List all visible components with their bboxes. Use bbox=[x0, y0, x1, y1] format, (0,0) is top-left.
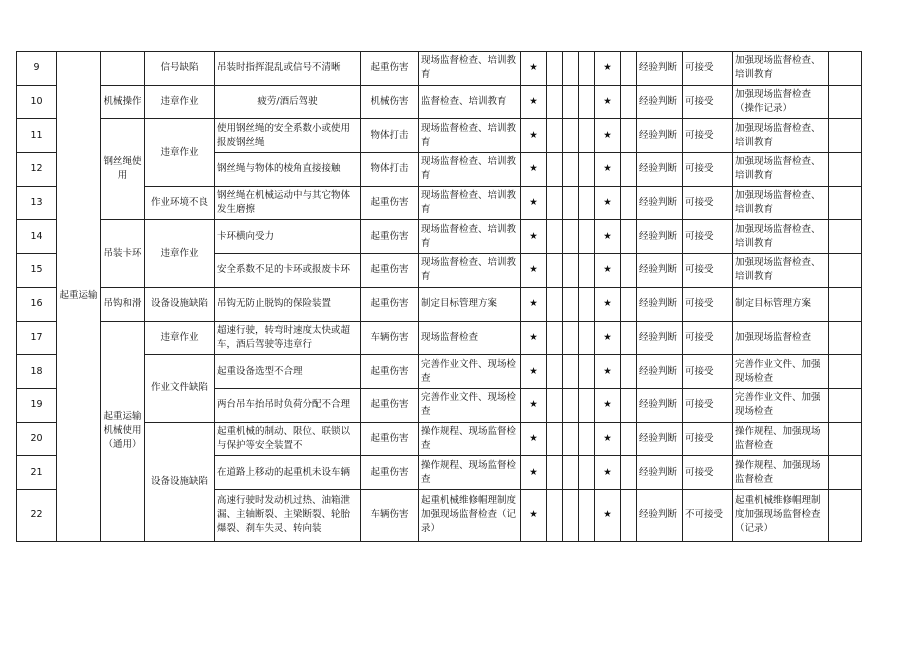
evaluation-method: 经验判断 bbox=[637, 456, 683, 490]
existing-control: 现场监督检查、培训教育 bbox=[419, 153, 521, 187]
evaluation-method: 经验判断 bbox=[637, 254, 683, 288]
star-mark: ★ bbox=[521, 456, 547, 490]
control-measure: 加强现场监督检查、培训教育 bbox=[733, 254, 829, 288]
harm-type: 起重伤害 bbox=[361, 355, 419, 389]
hazard-description: 安全系数不足的卡环或报废卡环 bbox=[215, 254, 361, 288]
control-measure: 操作规程、加强现场监督检查 bbox=[733, 422, 829, 456]
star-mark: ★ bbox=[595, 186, 621, 220]
row-number: 22 bbox=[17, 489, 57, 541]
hazard-description: 使用钢丝绳的安全系数小或使用报废钢丝绳 bbox=[215, 119, 361, 153]
control-measure: 加强现场监督检查、培训教育 bbox=[733, 52, 829, 86]
evaluation-method: 经验判断 bbox=[637, 422, 683, 456]
harm-type: 起重伤害 bbox=[361, 186, 419, 220]
hazard-subcategory: 设备设施缺陷 bbox=[145, 422, 215, 541]
evaluation-method: 经验判断 bbox=[637, 388, 683, 422]
row-number: 20 bbox=[17, 422, 57, 456]
star-mark: ★ bbox=[521, 153, 547, 187]
star-mark: ★ bbox=[595, 287, 621, 321]
hazard-subcategory: 违章作业 bbox=[145, 321, 215, 355]
control-measure: 加强现场监督检查、培训教育 bbox=[733, 220, 829, 254]
evaluation-method: 经验判断 bbox=[637, 355, 683, 389]
row-number: 10 bbox=[17, 85, 57, 119]
risk-level: 可接受 bbox=[683, 287, 733, 321]
harm-type: 车辆伤害 bbox=[361, 321, 419, 355]
control-measure: 完善作业文件、加强现场检查 bbox=[733, 388, 829, 422]
existing-control: 监督检查、培训教育 bbox=[419, 85, 521, 119]
existing-control: 完善作业文件、现场检查 bbox=[419, 388, 521, 422]
hazard-subcategory: 违章作业 bbox=[145, 85, 215, 119]
hazard-subcategory: 违章作业 bbox=[145, 119, 215, 186]
hazard-subcategory: 信号缺陷 bbox=[145, 52, 215, 86]
control-measure: 加强现场监督检查、培训教育 bbox=[733, 153, 829, 187]
harm-type: 机械伤害 bbox=[361, 85, 419, 119]
evaluation-method: 经验判断 bbox=[637, 489, 683, 541]
existing-control: 现场监督检查 bbox=[419, 321, 521, 355]
star-mark: ★ bbox=[521, 52, 547, 86]
star-mark: ★ bbox=[595, 321, 621, 355]
hazard-subcategory: 违章作业 bbox=[145, 220, 215, 287]
hazard-description: 两台吊车抬吊时负荷分配不合理 bbox=[215, 388, 361, 422]
hazard-description: 吊装时指挥混乱或信号不清晰 bbox=[215, 52, 361, 86]
hazard-subcategory: 作业文件缺陷 bbox=[145, 355, 215, 422]
risk-level: 可接受 bbox=[683, 388, 733, 422]
harm-type: 物体打击 bbox=[361, 153, 419, 187]
harm-type: 物体打击 bbox=[361, 119, 419, 153]
existing-control: 现场监督检查、培训教育 bbox=[419, 220, 521, 254]
hazard-description: 高速行驶时发动机过热、油箱泄漏、主轴断裂、主梁断裂、轮胎爆裂、刹车失灵、转向装 bbox=[215, 489, 361, 541]
risk-level: 可接受 bbox=[683, 220, 733, 254]
evaluation-method: 经验判断 bbox=[637, 287, 683, 321]
star-mark: ★ bbox=[595, 388, 621, 422]
group-lifting-machine-use: 起重运输机械使用（通用） bbox=[101, 321, 145, 541]
star-mark: ★ bbox=[521, 186, 547, 220]
control-measure: 完善作业文件、加强现场检查 bbox=[733, 355, 829, 389]
harm-type: 起重伤害 bbox=[361, 388, 419, 422]
star-mark: ★ bbox=[595, 254, 621, 288]
evaluation-method: 经验判断 bbox=[637, 119, 683, 153]
control-measure: 加强现场监督检查（操作记录） bbox=[733, 85, 829, 119]
hazard-description: 疲劳/酒后驾驶 bbox=[215, 85, 361, 119]
star-mark: ★ bbox=[521, 85, 547, 119]
star-mark: ★ bbox=[521, 355, 547, 389]
existing-control: 操作规程、现场监督检查 bbox=[419, 456, 521, 490]
harm-type: 起重伤害 bbox=[361, 254, 419, 288]
star-mark: ★ bbox=[595, 422, 621, 456]
star-mark: ★ bbox=[595, 119, 621, 153]
control-measure: 操作规程、加强现场监督检查 bbox=[733, 456, 829, 490]
control-measure: 起重机械维修帽理制度加强现场监督检查（记录） bbox=[733, 489, 829, 541]
risk-level: 可接受 bbox=[683, 254, 733, 288]
hazard-category: 机械操作 bbox=[101, 85, 145, 119]
evaluation-method: 经验判断 bbox=[637, 52, 683, 86]
hazard-description: 超速行驶，转弯时速度太快或超车，酒后驾驶等违章行 bbox=[215, 321, 361, 355]
existing-control: 现场监督检查、培训教育 bbox=[419, 52, 521, 86]
row-number: 18 bbox=[17, 355, 57, 389]
star-mark: ★ bbox=[521, 321, 547, 355]
star-mark: ★ bbox=[521, 287, 547, 321]
harm-type: 起重伤害 bbox=[361, 220, 419, 254]
hazard-category: 吊钩和滑 bbox=[101, 287, 145, 321]
star-mark: ★ bbox=[521, 388, 547, 422]
star-mark: ★ bbox=[595, 153, 621, 187]
existing-control: 现场监督检查、培训教育 bbox=[419, 254, 521, 288]
star-mark: ★ bbox=[595, 456, 621, 490]
table-row bbox=[17, 52, 862, 86]
group-lifting-transport: 起重运输 bbox=[57, 52, 101, 542]
row-number: 13 bbox=[17, 186, 57, 220]
harm-type: 起重伤害 bbox=[361, 287, 419, 321]
risk-level: 可接受 bbox=[683, 456, 733, 490]
table-row bbox=[17, 321, 862, 355]
existing-control: 起重机械维修帽理制度加强现场监督检查（记录） bbox=[419, 489, 521, 541]
control-measure: 制定目标管理方案 bbox=[733, 287, 829, 321]
star-mark: ★ bbox=[521, 422, 547, 456]
evaluation-method: 经验判断 bbox=[637, 186, 683, 220]
row-number: 9 bbox=[17, 52, 57, 86]
row-number: 14 bbox=[17, 220, 57, 254]
control-measure: 加强现场监督检查、培训教育 bbox=[733, 186, 829, 220]
existing-control: 完善作业文件、现场检查 bbox=[419, 355, 521, 389]
harm-type: 起重伤害 bbox=[361, 422, 419, 456]
evaluation-method: 经验判断 bbox=[637, 220, 683, 254]
table-row bbox=[17, 220, 862, 254]
hazard-description: 起重机械的制动、限位、联锁以与保护等安全装置不 bbox=[215, 422, 361, 456]
row-number: 16 bbox=[17, 287, 57, 321]
evaluation-method: 经验判断 bbox=[637, 85, 683, 119]
harm-type: 起重伤害 bbox=[361, 52, 419, 86]
risk-assessment-table bbox=[16, 51, 862, 542]
row-number: 19 bbox=[17, 388, 57, 422]
risk-level: 可接受 bbox=[683, 85, 733, 119]
hazard-category: 钢丝绳使用 bbox=[101, 119, 145, 220]
risk-level: 可接受 bbox=[683, 186, 733, 220]
hazard-description: 起重设备选型不合理 bbox=[215, 355, 361, 389]
table-row bbox=[17, 287, 862, 321]
existing-control: 制定目标管理方案 bbox=[419, 287, 521, 321]
risk-level: 可接受 bbox=[683, 119, 733, 153]
row-number: 11 bbox=[17, 119, 57, 153]
row-number: 15 bbox=[17, 254, 57, 288]
star-mark: ★ bbox=[521, 254, 547, 288]
control-measure: 加强现场监督检查 bbox=[733, 321, 829, 355]
harm-type: 起重伤害 bbox=[361, 456, 419, 490]
evaluation-method: 经验判断 bbox=[637, 321, 683, 355]
existing-control: 现场监督检查、培训教育 bbox=[419, 119, 521, 153]
star-mark: ★ bbox=[521, 119, 547, 153]
star-mark: ★ bbox=[595, 220, 621, 254]
hazard-description: 钢丝绳在机械运动中与其它物体发生磨擦 bbox=[215, 186, 361, 220]
existing-control: 操作规程、现场监督检查 bbox=[419, 422, 521, 456]
row-number: 17 bbox=[17, 321, 57, 355]
risk-level: 不可接受 bbox=[683, 489, 733, 541]
star-mark: ★ bbox=[595, 85, 621, 119]
hazard-description: 在道路上移动的起重机未设车辆 bbox=[215, 456, 361, 490]
hazard-category: 吊装卡环 bbox=[101, 220, 145, 287]
control-measure: 加强现场监督检查、培训教育 bbox=[733, 119, 829, 153]
hazard-category bbox=[101, 52, 145, 86]
hazard-description: 吊钩无防止脱钩的保险装置 bbox=[215, 287, 361, 321]
star-mark: ★ bbox=[595, 52, 621, 86]
risk-level: 可接受 bbox=[683, 52, 733, 86]
hazard-subcategory: 设备设施缺陷 bbox=[145, 287, 215, 321]
evaluation-method: 经验判断 bbox=[637, 153, 683, 187]
risk-level: 可接受 bbox=[683, 422, 733, 456]
table-row bbox=[17, 85, 862, 119]
star-mark: ★ bbox=[595, 489, 621, 541]
risk-level: 可接受 bbox=[683, 321, 733, 355]
row-number: 21 bbox=[17, 456, 57, 490]
table-row bbox=[17, 119, 862, 153]
hazard-subcategory: 作业环境不良 bbox=[145, 186, 215, 220]
hazard-description: 钢丝绳与物体的棱角直接接触 bbox=[215, 153, 361, 187]
row-number: 12 bbox=[17, 153, 57, 187]
risk-level: 可接受 bbox=[683, 153, 733, 187]
risk-level: 可接受 bbox=[683, 355, 733, 389]
hazard-description: 卡环横向受力 bbox=[215, 220, 361, 254]
star-mark: ★ bbox=[521, 489, 547, 541]
existing-control: 现场监督检查、培训教育 bbox=[419, 186, 521, 220]
star-mark: ★ bbox=[521, 220, 547, 254]
star-mark: ★ bbox=[595, 355, 621, 389]
harm-type: 车辆伤害 bbox=[361, 489, 419, 541]
